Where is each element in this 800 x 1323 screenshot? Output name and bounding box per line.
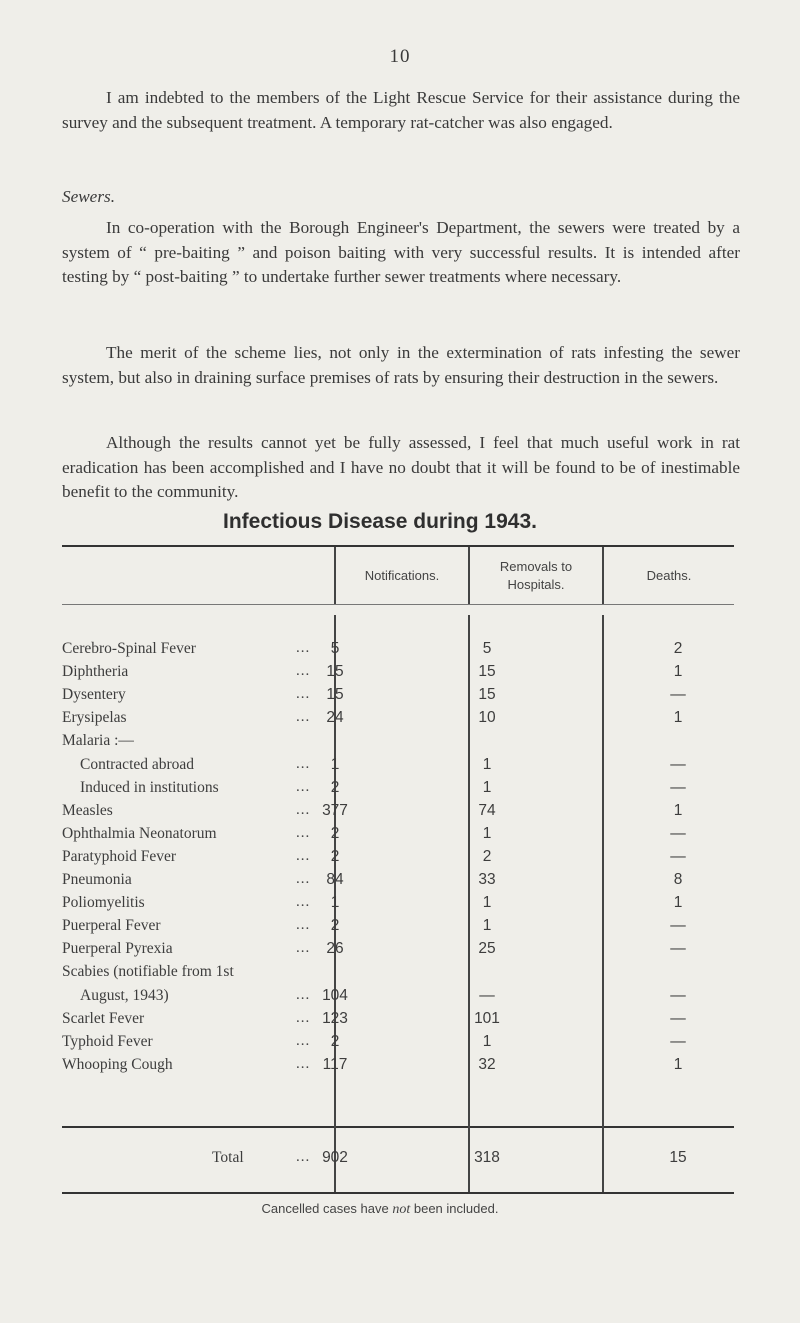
cell-deaths: 2 <box>673 640 683 657</box>
cell-removals: 10 <box>478 709 496 726</box>
row-label: Cerebro-Spinal Fever <box>62 640 196 657</box>
header-removals <box>470 558 602 594</box>
cell-removals: 74 <box>478 802 496 819</box>
cell-notifications: 2 <box>330 825 340 842</box>
row-label: Typhoid Fever <box>62 1033 153 1050</box>
footnote-emphasis: not <box>392 1202 411 1217</box>
leader-dots: ... <box>296 1033 311 1049</box>
header-removals-line1: Removals to <box>499 559 573 574</box>
row-label: Puerperal Pyrexia <box>62 940 173 957</box>
leader-dots: ... <box>296 686 311 702</box>
leader-dots: ... <box>296 779 311 795</box>
leader-dots: ... <box>296 871 311 887</box>
cell-notifications: 15 <box>326 686 344 703</box>
leader-dots: ... <box>296 1010 311 1026</box>
header-deaths: Deaths. <box>646 568 692 583</box>
paragraph-sewers-treatment <box>62 216 740 290</box>
cell-deaths: — <box>670 1010 686 1027</box>
row-label: Poliomyelitis <box>62 894 145 911</box>
cell-notifications: 1 <box>330 756 340 773</box>
table-top-rule <box>62 545 734 547</box>
cell-deaths: — <box>670 825 686 842</box>
cell-deaths: 1 <box>673 802 683 819</box>
row-label: Pneumonia <box>62 871 132 888</box>
cell-deaths: — <box>670 686 686 703</box>
leader-dots: ... <box>296 1056 311 1072</box>
cell-deaths: — <box>670 987 686 1004</box>
row-label: Whooping Cough <box>62 1056 173 1073</box>
paragraph-light-rescue <box>62 86 740 135</box>
paragraph-results <box>62 431 740 505</box>
row-label: Measles <box>62 802 113 819</box>
leader-dots: ... <box>296 894 311 910</box>
cell-deaths: — <box>670 917 686 934</box>
cell-removals: 15 <box>478 663 496 680</box>
leader-dots: ... <box>296 640 311 656</box>
cell-removals: — <box>479 987 495 1004</box>
table-bottom-rule <box>62 1192 734 1194</box>
header-removals-line2: Hospitals. <box>507 577 565 592</box>
cell-deaths: 8 <box>673 871 683 888</box>
leader-dots: ... <box>296 987 311 1003</box>
row-label: Dysentery <box>62 686 126 703</box>
cell-deaths: 1 <box>673 709 683 726</box>
cell-removals: 1 <box>482 917 492 934</box>
cell-removals: 1 <box>482 779 492 796</box>
cell-deaths: — <box>670 940 686 957</box>
paragraph-text: I am indebted to the members of the Light Rescue Service for their assistance during the survey and the subsequent treatment. A temporary rat-catcher was also engaged. <box>62 88 740 132</box>
cell-deaths: 15 <box>669 1149 687 1166</box>
cell-notifications: 902 <box>322 1149 348 1166</box>
total-top-rule <box>62 1126 734 1128</box>
cell-removals: 1 <box>482 1033 492 1050</box>
row-label: Diphtheria <box>62 663 129 680</box>
cell-deaths: — <box>670 1033 686 1050</box>
paragraph-text: Although the results cannot yet be fully assessed, I feel that much useful work in rat eradication has been accomplished and I have no doubt that it will be found to be of inestimable benefit to the community. <box>62 433 740 501</box>
cell-notifications: 15 <box>326 663 344 680</box>
cell-removals: 101 <box>474 1010 500 1027</box>
cell-notifications: 84 <box>326 871 344 888</box>
footnote <box>0 1201 760 1218</box>
column-divider <box>602 615 604 1192</box>
cell-deaths: 1 <box>673 1056 683 1073</box>
row-label: Ophthalmia Neonatorum <box>62 825 217 842</box>
footnote-text: Cancelled cases have <box>261 1201 393 1216</box>
row-label: Puerperal Fever <box>62 917 161 934</box>
cell-notifications: 104 <box>322 987 348 1004</box>
cell-removals: 1 <box>482 756 492 773</box>
cell-removals: 1 <box>482 894 492 911</box>
row-label: Total <box>212 1149 244 1166</box>
header-bottom-rule <box>62 604 734 605</box>
leader-dots: ... <box>296 917 311 933</box>
cell-notifications: 2 <box>330 1033 340 1050</box>
cell-notifications: 5 <box>330 640 340 657</box>
cell-deaths: — <box>670 779 686 796</box>
cell-removals: 25 <box>478 940 496 957</box>
footnote-text-end: been included. <box>410 1201 499 1216</box>
paragraph-scheme-merit <box>62 341 740 390</box>
leader-dots: ... <box>296 940 311 956</box>
row-label: Induced in institutions <box>80 779 219 796</box>
cell-deaths: 1 <box>673 663 683 680</box>
cell-deaths: — <box>670 848 686 865</box>
row-label: Contracted abroad <box>80 756 195 773</box>
section-heading-sewers: Sewers. <box>62 187 115 206</box>
paragraph-text: The merit of the scheme lies, not only in the extermination of rats infesting the sewer system, but also in draining surface premises of rats by ensuring their destruction in the sewers. <box>62 343 740 387</box>
cell-notifications: 2 <box>330 917 340 934</box>
cell-notifications: 26 <box>326 940 344 957</box>
cell-deaths: 1 <box>673 894 683 911</box>
leader-dots: ... <box>296 848 311 864</box>
cell-removals: 15 <box>478 686 496 703</box>
cell-notifications: 2 <box>330 779 340 796</box>
cell-removals: 318 <box>474 1149 500 1166</box>
table-title: Infectious Disease during 1943. <box>223 510 537 533</box>
header-notifications: Notifications. <box>364 568 440 583</box>
cell-removals: 1 <box>482 825 492 842</box>
cell-removals: 32 <box>478 1056 496 1073</box>
cell-deaths: — <box>670 756 686 773</box>
page-number: 10 <box>389 46 411 67</box>
row-label: Scabies (notifiable from 1st <box>62 963 234 980</box>
leader-dots: ... <box>296 802 311 818</box>
cell-notifications: 24 <box>326 709 344 726</box>
leader-dots: ... <box>296 756 311 772</box>
leader-dots: ... <box>296 663 311 679</box>
cell-removals: 2 <box>482 848 492 865</box>
cell-notifications: 117 <box>322 1056 348 1073</box>
row-label: August, 1943) <box>80 987 169 1004</box>
paragraph-text: In co-operation with the Borough Engineer's Department, the sewers were treated by a system of “ pre-baiting ” and poison baiting with very successful results. It is intended after testing by “ post-baiting ” to undertake further sewer treatments where necessary. <box>62 218 740 286</box>
leader-dots: ... <box>296 825 311 841</box>
cell-notifications: 123 <box>322 1010 348 1027</box>
cell-removals: 5 <box>482 640 492 657</box>
row-label: Malaria :— <box>62 732 134 749</box>
cell-notifications: 2 <box>330 848 340 865</box>
cell-notifications: 377 <box>322 802 348 819</box>
leader-dots: ... <box>296 709 311 725</box>
row-label: Scarlet Fever <box>62 1010 145 1027</box>
row-label: Erysipelas <box>62 709 127 726</box>
cell-notifications: 1 <box>330 894 340 911</box>
leader-dots: ... <box>296 1149 311 1165</box>
cell-removals: 33 <box>478 871 496 888</box>
row-label: Paratyphoid Fever <box>62 848 177 865</box>
